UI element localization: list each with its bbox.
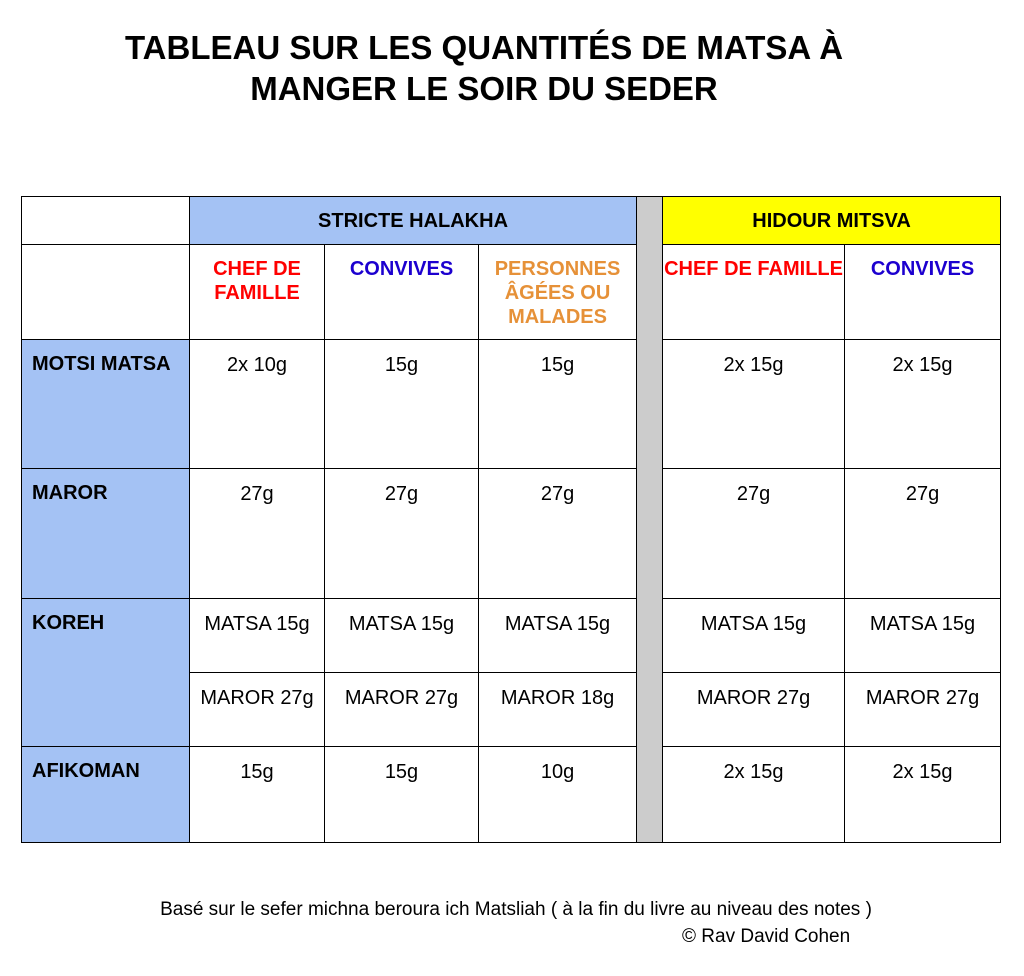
cell-koreh-maror-hidour-chef: MAROR 27g [663, 673, 845, 747]
row-motsi-matsa [22, 340, 1001, 469]
cell-motsi-stricte-chef: 2x 10g [190, 340, 325, 469]
row-label-motsi-matsa: MOTSI MATSA [22, 340, 190, 469]
row-label-afikoman: AFIKOMAN [22, 747, 190, 843]
cell-motsi-stricte-convives: 15g [325, 340, 479, 469]
title-line-1: TABLEAU SUR LES QUANTITÉS DE MATSA À [124, 29, 844, 66]
cell-koreh-matsa-stricte-personnes: MATSA 15g [479, 599, 637, 673]
cell-maror-hidour-convives: 27g [845, 469, 1001, 599]
cell-maror-stricte-chef: 27g [190, 469, 325, 599]
cell-afikoman-stricte-convives: 15g [325, 747, 479, 843]
cell-maror-hidour-chef: 27g [663, 469, 845, 599]
col-hidour-chef-de-famille: CHEF DE FAMILLE [663, 245, 845, 340]
cell-koreh-maror-stricte-convives: MAROR 27g [325, 673, 479, 747]
row-maror [22, 469, 1001, 599]
row-label-koreh: KOREH [22, 599, 190, 747]
cell-afikoman-hidour-chef: 2x 15g [663, 747, 845, 843]
cell-afikoman-stricte-chef: 15g [190, 747, 325, 843]
cell-maror-stricte-convives: 27g [325, 469, 479, 599]
source-note: Basé sur le sefer michna beroura ich Matsliah ( à la fin du livre au niveau des notes ) [160, 899, 872, 920]
row-label-maror: MAROR [22, 469, 190, 599]
cell-afikoman-hidour-convives: 2x 15g [845, 747, 1001, 843]
row-koreh-matsa [22, 599, 1001, 673]
group-separator [637, 197, 663, 843]
row-afikoman [22, 747, 1001, 843]
cell-koreh-maror-stricte-chef: MAROR 27g [190, 673, 325, 747]
group-header-row [22, 197, 1001, 245]
cell-maror-stricte-personnes: 27g [479, 469, 637, 599]
cell-koreh-matsa-stricte-convives: MATSA 15g [325, 599, 479, 673]
stricte-halakha-header: STRICTE HALAKHA [190, 197, 637, 245]
cell-afikoman-stricte-personnes: 10g [479, 747, 637, 843]
cell-koreh-maror-stricte-personnes: MAROR 18g [479, 673, 637, 747]
col-stricte-convives: CONVIVES [325, 245, 479, 340]
corner-cell [22, 197, 190, 245]
matsa-quantities-table [21, 196, 1001, 843]
hidour-mitsva-header: HIDOUR MITSVA [663, 197, 1001, 245]
cell-koreh-matsa-stricte-chef: MATSA 15g [190, 599, 325, 673]
col-hidour-convives: CONVIVES [845, 245, 1001, 340]
col-stricte-personnes-agees: PERSONNES ÂGÉES OU MALADES [479, 245, 637, 340]
corner-cell-2 [22, 245, 190, 340]
cell-motsi-stricte-personnes: 15g [479, 340, 637, 469]
cell-motsi-hidour-chef: 2x 15g [663, 340, 845, 469]
title-line-2: MANGER LE SOIR DU SEDER [250, 70, 718, 107]
column-header-row [22, 245, 1001, 340]
cell-koreh-maror-hidour-convives: MAROR 27g [845, 673, 1001, 747]
copyright-credit: © Rav David Cohen [682, 926, 851, 947]
cell-koreh-matsa-hidour-convives: MATSA 15g [845, 599, 1001, 673]
cell-motsi-hidour-convives: 2x 15g [845, 340, 1001, 469]
page-title [0, 27, 968, 109]
col-stricte-chef-de-famille: CHEF DE FAMILLE [190, 245, 325, 340]
cell-koreh-matsa-hidour-chef: MATSA 15g [663, 599, 845, 673]
